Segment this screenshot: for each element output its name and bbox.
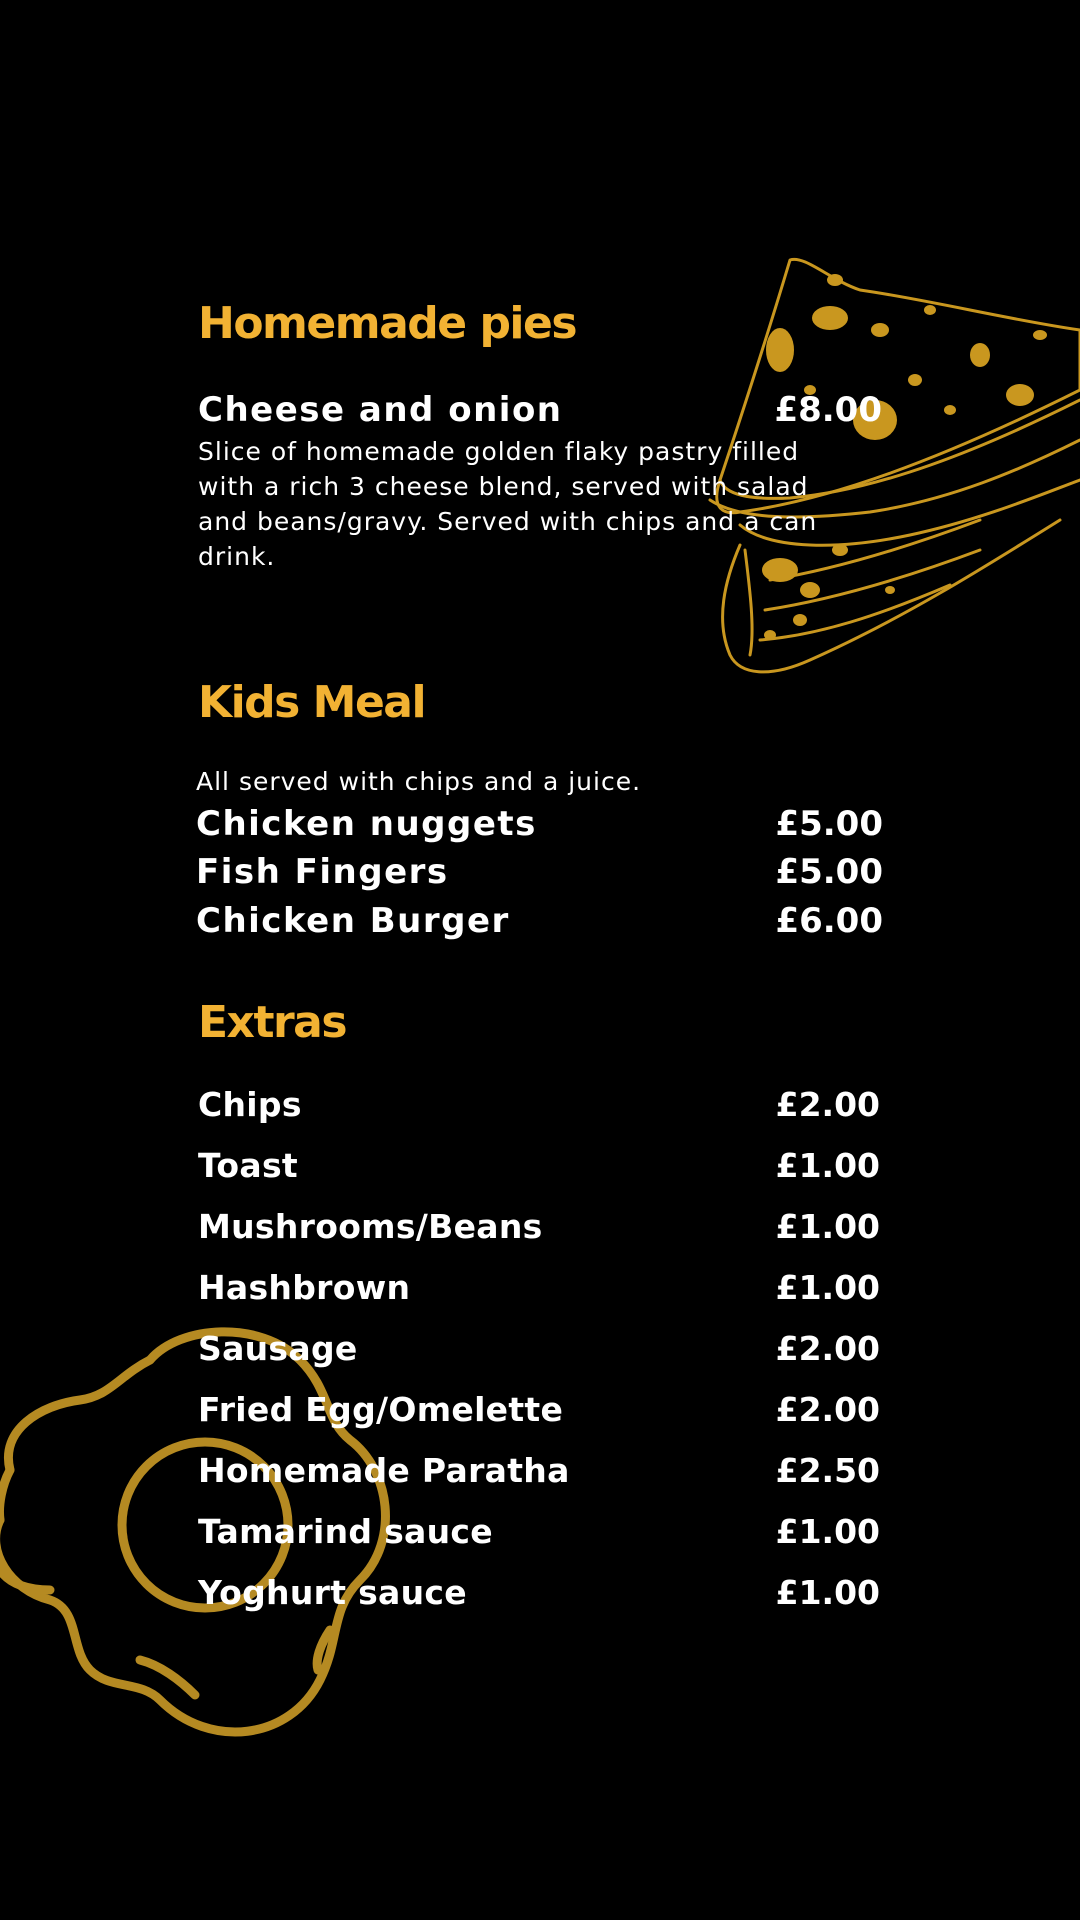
menu-item-name: Sausage — [198, 1329, 358, 1368]
menu-item-name: Mushrooms/Beans — [198, 1207, 543, 1246]
section-title-extras: Extras — [198, 997, 347, 1048]
menu-item-price: £1.00 — [775, 1573, 880, 1612]
menu-item-name: Tamarind sauce — [198, 1512, 493, 1551]
menu-item-price: £1.00 — [775, 1207, 880, 1246]
section-title-homemade-pies: Homemade pies — [198, 298, 577, 349]
menu-item-name: Fish Fingers — [196, 852, 449, 892]
menu-item-price: £1.00 — [775, 1512, 880, 1551]
menu-item-name: Toast — [198, 1146, 298, 1185]
menu-item-price: £2.50 — [775, 1451, 880, 1490]
menu-item-name: Chicken nuggets — [196, 804, 537, 844]
menu-item-name: Cheese and onion — [198, 390, 563, 430]
menu-item-price: £8.00 — [774, 390, 882, 430]
menu-item-price: £2.00 — [775, 1329, 880, 1368]
menu-item-price: £2.00 — [775, 1390, 880, 1429]
menu-item-price: £6.00 — [775, 901, 883, 941]
menu-item-name: Chips — [198, 1085, 302, 1124]
menu-item-name: Yoghurt sauce — [198, 1573, 467, 1612]
section-note-kids-meal: All served with chips and a juice. — [196, 767, 642, 796]
menu-item-price: £2.00 — [775, 1085, 880, 1124]
menu-item-description: Slice of homemade golden flaky pastry filled with a rich 3 cheese blend, served with salad and beans/gravy. Served with chips and a can drink. — [198, 437, 818, 571]
menu-item-name: Fried Egg/Omelette — [198, 1390, 564, 1429]
section-title-kids-meal: Kids Meal — [198, 677, 426, 728]
menu-item-name: Homemade Paratha — [198, 1451, 570, 1490]
menu-item-price: £1.00 — [775, 1146, 880, 1185]
menu-item-name: Chicken Burger — [196, 901, 510, 941]
menu-item-price: £5.00 — [775, 804, 883, 844]
menu-item-price: £5.00 — [775, 852, 883, 892]
menu-item-price: £1.00 — [775, 1268, 880, 1307]
menu-item-name: Hashbrown — [198, 1268, 411, 1307]
